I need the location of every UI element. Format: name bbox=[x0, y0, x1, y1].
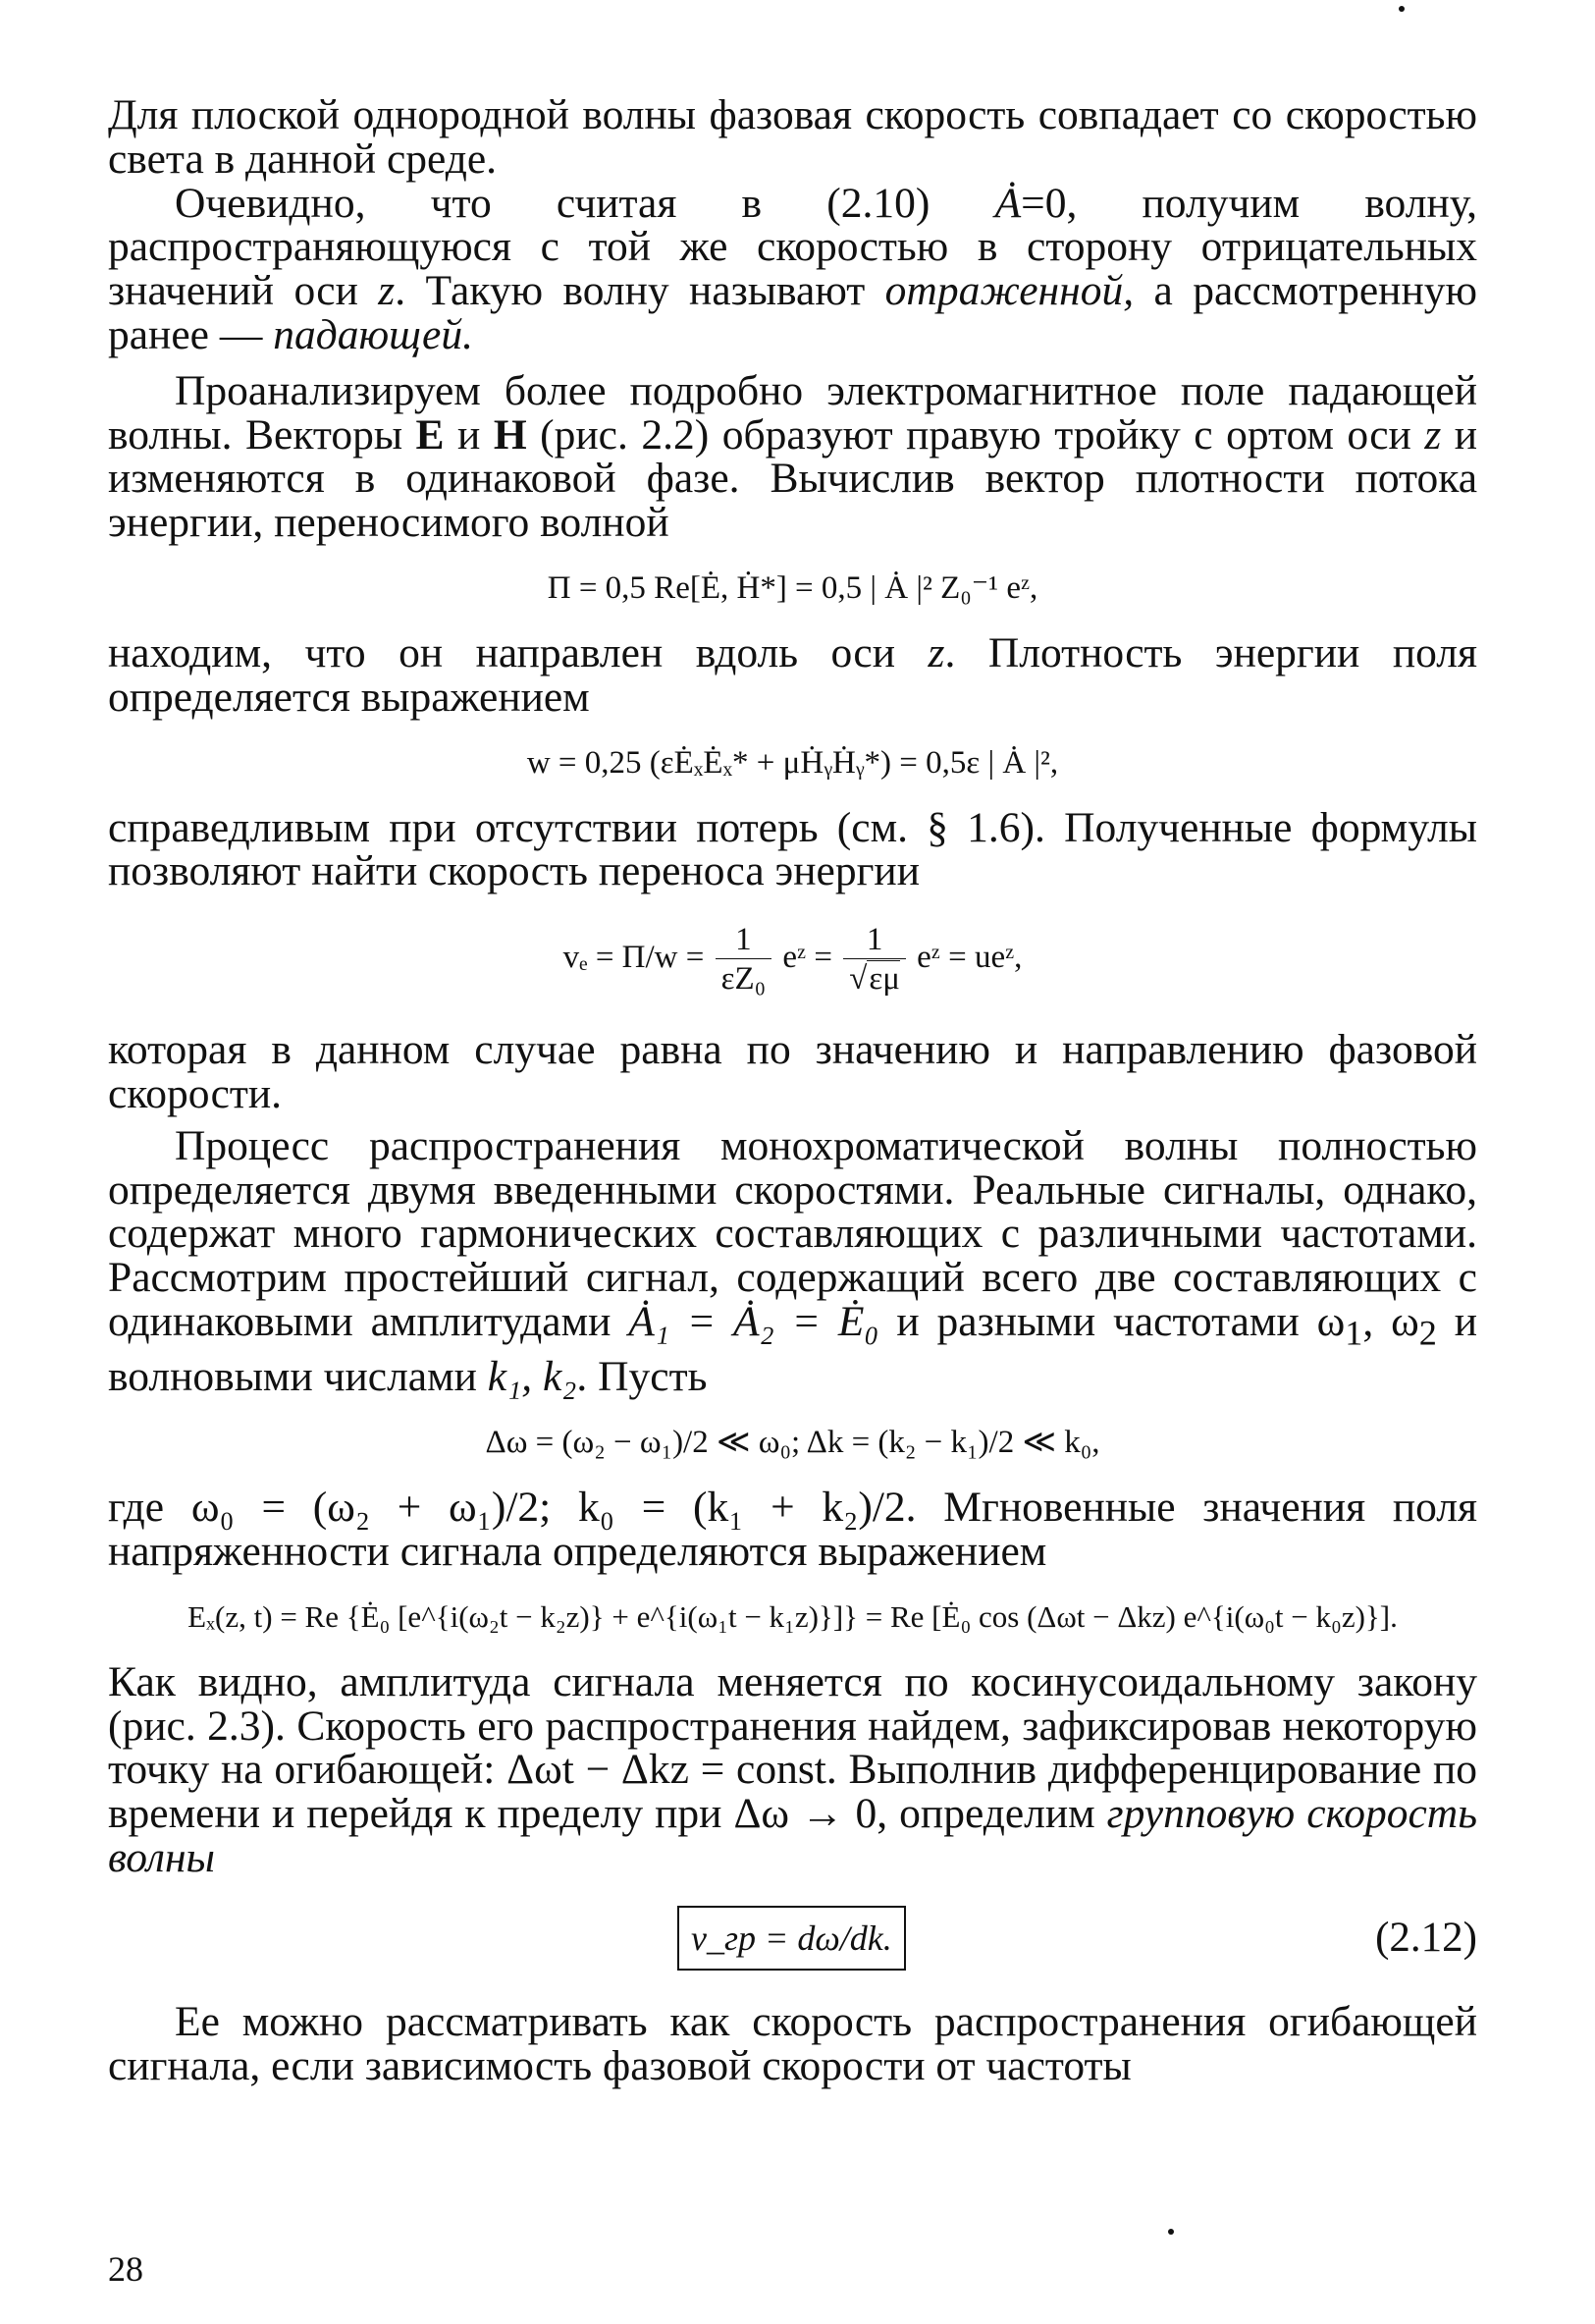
formula-field: Eₓ(z, t) = Re {Ė₀ [e^{i(ω₂t − k₂z)} + e^{i(ω₁t − k₁z)}]} = Re [Ė₀ cos (Δωt − Δkz) e^{i(ω₀t − k₀z)}]. bbox=[187, 1598, 1398, 1634]
paragraph-3: Проанализируем более подробно электромагнитное поле падающей волны. Векторы E и H (рис. 2.2) образуют правую тройку с ортом оси z и изменяются в одинаковой фазе. Вычислив вектор плотности потока энергии, переносимого волной bbox=[108, 366, 1478, 547]
fraction-2: $\frac{1}{√\varepsilon\mu}$ bbox=[843, 921, 906, 999]
paragraph-5: справедливым при отсутствии потерь (см. § 1.6). Полученные формулы позволяют найти скорость переноса энергии bbox=[108, 803, 1477, 895]
page-body bbox=[108, 93, 1477, 2087]
paragraph-7: Процесс распространения монохроматической волны полностью определяется двумя введенными скоростями. Реальные сигналы, однако, содержат много гармонических составляющих с различными частотами. Рассмотрим простейший сигнал, содержащий всего две составляющих с одинаковыми амплитудами Ȧ₁ = Ȧ₂ = Ė₀ и разными частотами $\omega_1$, $\omega_2$ и волновыми числами k₁, k₂. Пусть bbox=[108, 1121, 1477, 1401]
equation-number: (2.12) bbox=[1375, 1914, 1477, 1961]
term-incident: падающей. bbox=[273, 310, 473, 358]
paragraph-2: Очевидно, что считая в (2.10) Ȧ=0, получим волну, распространяющуюся с той же скоростью в сторону отрицательных значений оси z. Такую волну называют отраженной, а рассмотренную ранее — падающей. bbox=[108, 179, 1477, 358]
formula-poynting: Π = 0,5 Re[Ė, Ḣ*] = 0,5 | Ȧ |² Z₀⁻¹ eᶻ, bbox=[547, 569, 1038, 606]
equation-2-12 bbox=[108, 1906, 1477, 1974]
formula-energy-density: w = 0,25 (εĖₓĖₓ* + μḢᵧḢᵧ*) = 0,5ε | Ȧ |², bbox=[526, 744, 1059, 781]
page-number: 28 bbox=[108, 2249, 143, 2289]
paragraph-10: Ее можно рассматривать как скорость распространения огибающей сигнала, если зависимость фазовой скорости от частоты bbox=[108, 1997, 1477, 2089]
term-group-velocity: групповую скорость волны bbox=[108, 1790, 1477, 1881]
paragraph-9: Как видно, амплитуда сигнала меняется по косинусоидальному закону (рис. 2.3). Скорость его распространения найдем, зафиксировав некоторую точку на огибающей: Δωt − Δkz = const. Выполнив дифференцирование по времени и перейдя к пределу при Δω → 0, определим групповую скорость волны bbox=[108, 1657, 1477, 1881]
print-speck bbox=[1168, 2229, 1174, 2235]
paragraph-1: Для плоской однородной волны фазовая скорость совпадает со скоростью света в данной среде. bbox=[108, 91, 1477, 183]
boxed-formula: v_гр = dω/dk. bbox=[677, 1906, 906, 1971]
formula-delta: Δω = (ω₂ − ω₁)/2 ≪ ω₀; Δk = (k₂ − k₁)/2 ≪ k₀, bbox=[485, 1425, 1100, 1461]
fraction-1: $\frac{1}{\text{εZ₀}}$ bbox=[716, 921, 772, 999]
paragraph-8: где ω₀ = (ω₂ + ω₁)/2; k₀ = (k₁ + k₂)/2. Мгновенные значения поля напряженности сигнала определяются выражением bbox=[108, 1484, 1478, 1576]
formula-energy-velocity: vₑ = Π/w = $\frac{1}{\text{εZ₀}}$ eᶻ = $\frac{1}{√\varepsilon\mu}$ eᶻ = ueᶻ, bbox=[562, 922, 1023, 998]
print-speck bbox=[1399, 6, 1405, 12]
term-reflected: отраженной, bbox=[884, 267, 1135, 315]
paragraph-6: которая в данном случае равна по значению и направлению фазовой скорости. bbox=[108, 1026, 1477, 1117]
paragraph-4: находим, что он направлен вдоль оси z. Плотность энергии поля определяется выражением bbox=[108, 628, 1477, 721]
